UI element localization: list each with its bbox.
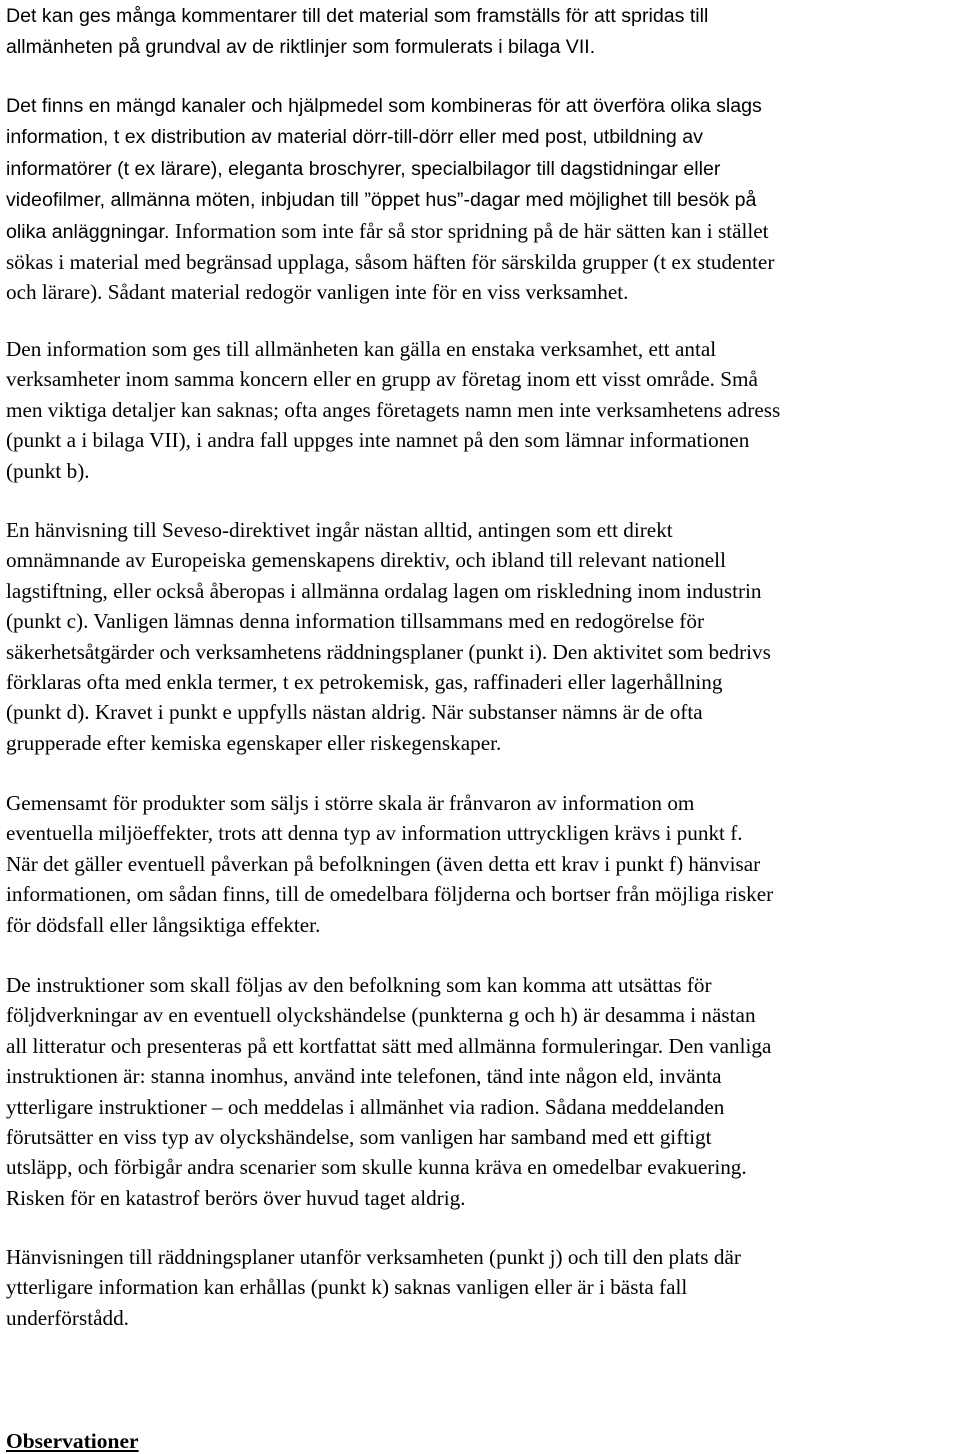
text-line: [6, 818, 773, 848]
text-line: [6, 1152, 771, 1182]
text-line: [6, 184, 774, 215]
text-segment: förklaras ofta med enkla termer, t ex petrokemisk, gas, raffinaderi eller lagerhållning: [6, 670, 723, 695]
text-line: [6, 1303, 741, 1333]
paragraph: [6, 970, 771, 1213]
text-segment: videofilmer, allmänna möten, inbjudan till ”öppet hus”-dagar med möjlighet till besök på: [6, 189, 757, 212]
text-line: [6, 970, 771, 1000]
text-segment: Den information som ges till allmänheten kan gälla en enstaka verksamhet, ett antal: [6, 337, 717, 361]
text-segment: eventuella miljöeffekter, trots att denna typ av information uttryckligen krävs i punkt f.: [6, 821, 743, 846]
text-line: [6, 576, 771, 606]
text-line: [6, 247, 774, 277]
text-segment: (punkt d). Kravet i punkt e uppfylls nästan aldrig. När substanser nämns är de ofta: [6, 700, 703, 725]
text-line: [6, 849, 773, 879]
text-line: [6, 1061, 771, 1091]
text-line: [6, 395, 780, 425]
text-line: [6, 216, 774, 247]
text-line: [6, 1183, 771, 1213]
text-segment: olika anläggningar.: [6, 220, 175, 243]
text-line: [6, 1031, 771, 1061]
text-segment: (punkt c). Vanligen lämnas denna information tillsammans med en redogörelse för: [6, 609, 705, 634]
text-segment: sökas i material med begränsad upplaga, såsom häften för särskilda grupper (t ex studenter: [6, 250, 775, 275]
text-segment: informationen, om sådan finns, till de omedelbara följderna och bortser från möjliga risker: [6, 882, 774, 907]
text-segment: Information som inte får så stor spridning på de här sätten kan i stället: [174, 218, 769, 243]
text-segment: (punkt b).: [6, 458, 90, 483]
text-line: [6, 545, 771, 575]
text-line: [6, 364, 780, 394]
text-line: [6, 334, 780, 364]
text-line: [6, 456, 780, 486]
text-line: [6, 90, 774, 121]
text-segment: instruktionen är: stanna inomhus, använd inte telefonen, tänd inte någon eld, invänta: [6, 1064, 722, 1089]
text-line: [6, 515, 771, 545]
paragraph: [6, 90, 774, 308]
text-segment: information, t ex distribution av material dörr-till-dörr eller med post, utbildning av: [6, 126, 703, 149]
text-line: [6, 910, 773, 940]
section-heading: Observationer: [6, 1429, 139, 1453]
text-segment: ytterligare information kan erhållas (punkt k) saknas vanligen eller är i bästa fall: [6, 1275, 688, 1300]
document-page: [6, 0, 956, 1453]
paragraph: [6, 0, 708, 63]
text-line: [6, 121, 774, 152]
text-line: [6, 1000, 771, 1030]
text-segment: utsläpp, och förbigår andra scenarier som skulle kunna kräva en omedelbar evakuering.: [6, 1155, 747, 1180]
text-segment: verksamheter inom samma koncern eller en grupp av företag inom ett visst område. Små: [6, 367, 758, 392]
text-segment: förutsätter en viss typ av olyckshändelse, som vanligen har samband med ett giftigt: [6, 1125, 712, 1150]
text-line: [6, 697, 771, 727]
text-line: [6, 31, 708, 62]
text-segment: När det gäller eventuell påverkan på befolkningen (även detta ett krav i punkt f) hänvisar: [6, 851, 761, 876]
paragraph: [6, 788, 773, 940]
text-segment: all litteratur och presenteras på ett kortfattat sätt med allmänna formuleringar. Den vanliga: [6, 1033, 772, 1058]
text-segment: En hänvisning till Seveso-direktivet ingår nästan alltid, antingen som ett direkt: [6, 518, 673, 542]
text-line: [6, 277, 774, 307]
text-segment: Det kan ges många kommentarer till det material som framställs för att spridas till: [6, 5, 709, 27]
text-line: [6, 0, 708, 31]
text-segment: De instruktioner som skall följas av den befolkning som kan komma att utsättas för: [6, 973, 712, 997]
text-line: [6, 879, 773, 909]
text-line: [6, 1122, 771, 1152]
paragraph: [6, 515, 771, 758]
text-segment: och lärare). Sådant material redogör vanligen inte för en viss verksamhet.: [6, 280, 629, 305]
text-segment: Risken för en katastrof berörs över huvud taget aldrig.: [6, 1185, 466, 1210]
text-segment: underförstådd.: [6, 1305, 129, 1330]
text-segment: lagstiftning, eller också åberopas i allmänna ordalag lagen om riskledning inom industrin: [6, 578, 762, 603]
text-line: [6, 788, 773, 818]
text-segment: Det finns en mängd kanaler och hjälpmedel som kombineras för att överföra olika slags: [6, 95, 762, 117]
text-segment: följdverkningar av en eventuell olyckshändelse (punkterna g och h) är desamma i nästan: [6, 1003, 756, 1028]
text-line: [6, 1272, 741, 1302]
text-segment: men viktiga detaljer kan saknas; ofta anges företagets namn men inte verksamhetens adress: [6, 397, 781, 422]
paragraph: [6, 334, 780, 486]
paragraph: [6, 1242, 741, 1333]
text-segment: (punkt a i bilaga VII), i andra fall uppges inte namnet på den som lämnar informationen: [6, 428, 750, 453]
text-line: [6, 153, 774, 184]
text-segment: allmänheten på grundval av de riktlinjer som formulerats i bilaga VII.: [6, 36, 596, 59]
text-line: [6, 637, 771, 667]
text-segment: informatörer (t ex lärare), eleganta broschyrer, specialbilagor till dagstidningar eller: [6, 157, 721, 180]
text-segment: Hänvisningen till räddningsplaner utanför verksamheten (punkt j) och till den plats där: [6, 1245, 741, 1269]
text-line: [6, 425, 780, 455]
text-segment: ytterligare instruktioner – och meddelas i allmänhet via radion. Sådana meddelanden: [6, 1094, 725, 1119]
text-segment: för dödsfall eller långsiktiga effekter.: [6, 912, 321, 937]
text-line: [6, 728, 771, 758]
text-line: [6, 606, 771, 636]
text-segment: omnämnande av Europeiska gemenskapens direktiv, och ibland till relevant nationell: [6, 548, 726, 573]
text-segment: säkerhetsåtgärder och verksamhetens räddningsplaner (punkt i). Den aktivitet som bedrivs: [6, 639, 771, 664]
text-line: [6, 1242, 741, 1272]
text-line: [6, 667, 771, 697]
text-segment: Gemensamt för produkter som säljs i större skala är frånvaron av information om: [6, 791, 695, 815]
text-line: [6, 1092, 771, 1122]
text-segment: grupperade efter kemiska egenskaper eller riskegenskaper.: [6, 730, 502, 755]
